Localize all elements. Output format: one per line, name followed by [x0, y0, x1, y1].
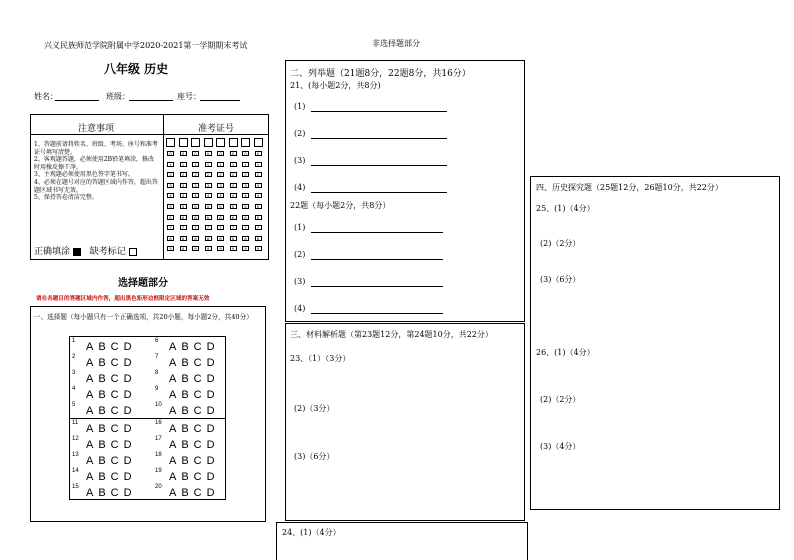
q26-part1: 26、(1)（4分）	[536, 348, 595, 357]
question-number: 2	[72, 354, 76, 360]
exam-id-digit-bubble[interactable]: 5	[242, 204, 249, 209]
question-number: 12	[72, 436, 79, 442]
q22-answer-line[interactable]	[311, 286, 443, 287]
exam-id-digit-bubble[interactable]: 1	[192, 162, 199, 167]
notice-item: 1、答题前请将姓名、班级、考场、座号和准考证号填写清楚。	[34, 141, 158, 156]
exam-id-grid	[163, 134, 269, 260]
q26-part3: (3)（4分）	[540, 442, 581, 451]
notice-item: 3、主观题必须使用黑色签字笔书写。	[34, 171, 134, 179]
exam-id-digit-bubble[interactable]: 7	[255, 225, 262, 230]
choice-box-title: 一、选择题（每小题只有一个正确选项，共20小题，每小题2分，共40分）	[34, 313, 253, 321]
exam-id-digit-bubble[interactable]: 6	[205, 215, 212, 220]
question-number: 10	[155, 402, 162, 408]
exam-id-digit-bubble[interactable]: 5	[217, 204, 224, 209]
q23-part2: (2)（3分）	[294, 404, 335, 413]
answer-options[interactable]: ABCD	[86, 471, 137, 483]
q21-answer-line[interactable]	[311, 138, 447, 139]
notice-item: 2、客观题答题，必须使用2B铅笔填涂，修改时用橡皮擦干净。	[34, 156, 155, 171]
question-number: 3	[72, 370, 76, 376]
q23-part3: (3)（6分）	[294, 452, 335, 461]
exam-id-digit-bubble[interactable]: 4	[192, 193, 199, 198]
exam-id-digit-bubble[interactable]: 8	[255, 236, 262, 241]
exam-id-digit-bubble[interactable]: 0	[242, 151, 249, 156]
exam-id-digit-bubble[interactable]: 0	[230, 151, 237, 156]
exam-id-digit-bubble[interactable]: 5	[230, 204, 237, 209]
exam-id-digit-bubble[interactable]: 9	[230, 246, 237, 251]
q24-part1: 24、(1)（4分）	[282, 528, 341, 537]
absent-label: 缺考标记	[89, 247, 126, 257]
exam-id-digit-bubble[interactable]: 3	[205, 183, 212, 188]
notice-title: 注意事项	[78, 124, 115, 134]
exam-id-digit-bubble[interactable]: 9	[255, 246, 262, 251]
exam-id-digit-bubble[interactable]: 2	[255, 172, 262, 177]
exam-id-digit-bubble[interactable]: 7	[167, 225, 174, 230]
exam-id-digit-bubble[interactable]: 5	[255, 204, 262, 209]
section2-title: 二、列举题（21题8分，22题8分，共16分）	[290, 69, 471, 79]
exam-id-digit-bubble[interactable]: 3	[180, 183, 187, 188]
exam-id-digit-bubble[interactable]: 4	[205, 193, 212, 198]
question-number: 18	[155, 452, 162, 458]
q21-answer-line[interactable]	[311, 165, 447, 166]
question-number: 11	[72, 420, 79, 426]
exam-id-digit-bubble[interactable]: 3	[167, 183, 174, 188]
question-number: 19	[155, 468, 162, 474]
answer-options[interactable]: ABCD	[169, 341, 220, 353]
question-number: 7	[155, 354, 159, 360]
question-number: 6	[155, 338, 159, 344]
question-number: 4	[72, 386, 76, 392]
q26-part2: (2)（2分）	[540, 395, 581, 404]
q21-item: (1)	[294, 102, 306, 111]
q21-title: 21、(每小题2分，共8分)	[290, 81, 381, 90]
exam-id-digit-bubble[interactable]: 8	[242, 236, 249, 241]
answer-options[interactable]: ABCD	[86, 455, 137, 467]
q23-part1: 23、（1）（3分）	[290, 354, 351, 363]
question-number: 9	[155, 386, 159, 392]
exam-id-write-cell[interactable]	[166, 138, 175, 147]
notice-item: 5、保持答卷清洁完整。	[34, 194, 98, 202]
exam-id-digit-bubble[interactable]: 3	[192, 183, 199, 188]
answer-options[interactable]: ABCD	[169, 487, 220, 499]
answer-options[interactable]: ABCD	[86, 389, 137, 401]
answer-area-warning: 请在各题目的答题区域内作答，超出黑色矩形边框限定区域的答案无效	[36, 296, 210, 302]
answer-options[interactable]: ABCD	[86, 439, 137, 451]
q21-answer-line[interactable]	[311, 192, 447, 193]
question-number: 20	[155, 484, 162, 490]
seat-field[interactable]	[200, 100, 240, 101]
exam-id-digit-bubble[interactable]: 0	[192, 151, 199, 156]
exam-id-digit-bubble[interactable]: 2	[217, 172, 224, 177]
exam-id-digit-bubble[interactable]: 7	[217, 225, 224, 230]
question-number: 14	[72, 468, 79, 474]
question-number: 17	[155, 436, 162, 442]
answer-options[interactable]: ABCD	[86, 341, 137, 353]
name-label: 姓名：	[34, 92, 58, 101]
exam-id-digit-bubble[interactable]: 0	[205, 151, 212, 156]
exam-id-write-cell[interactable]	[191, 138, 200, 147]
exam-id-digit-bubble[interactable]: 8	[192, 236, 199, 241]
exam-id-digit-bubble[interactable]: 3	[255, 183, 262, 188]
answer-options[interactable]: ABCD	[169, 423, 220, 435]
exam-id-digit-bubble[interactable]: 9	[180, 246, 187, 251]
exam-id-digit-bubble[interactable]: 9	[205, 246, 212, 251]
q21-item: (3)	[294, 156, 306, 165]
exam-id-digit-bubble[interactable]: 9	[167, 246, 174, 251]
exam-id-digit-bubble[interactable]: 6	[255, 215, 262, 220]
exam-id-write-cell[interactable]	[204, 138, 213, 147]
exam-id-digit-bubble[interactable]: 9	[242, 246, 249, 251]
exam-id-digit-bubble[interactable]: 3	[242, 183, 249, 188]
exam-id-digit-bubble[interactable]: 5	[180, 204, 187, 209]
exam-id-digit-bubble[interactable]: 1	[205, 162, 212, 167]
correct-fill-legend	[34, 244, 137, 257]
exam-id-digit-bubble[interactable]: 6	[230, 215, 237, 220]
exam-id-digit-bubble[interactable]: 7	[230, 225, 237, 230]
question-number: 13	[72, 452, 79, 458]
answer-options[interactable]: ABCD	[169, 471, 220, 483]
correct-fill-label: 正确填涂	[34, 247, 71, 257]
name-field[interactable]	[55, 100, 99, 101]
exam-id-digit-bubble[interactable]: 3	[217, 183, 224, 188]
q22-title: 22题（每小题2分，共8分）	[290, 201, 391, 210]
q22-item: (3)	[294, 277, 306, 286]
exam-id-digit-bubble[interactable]: 1	[217, 162, 224, 167]
exam-id-digit-bubble[interactable]: 8	[230, 236, 237, 241]
exam-id-digit-bubble[interactable]: 1	[180, 162, 187, 167]
section2-box	[285, 60, 525, 322]
exam-id-digit-bubble[interactable]: 0	[217, 151, 224, 156]
class-field[interactable]	[129, 100, 173, 101]
exam-id-digit-bubble[interactable]: 7	[205, 225, 212, 230]
exam-id-digit-bubble[interactable]: 6	[242, 215, 249, 220]
class-label: 班级：	[106, 92, 130, 101]
exam-id-digit-bubble[interactable]: 9	[217, 246, 224, 251]
exam-id-digit-bubble[interactable]: 0	[255, 151, 262, 156]
absent-checkbox[interactable]	[129, 248, 137, 256]
exam-id-digit-bubble[interactable]: 4	[255, 193, 262, 198]
q25-part2: (2)（2分）	[540, 239, 581, 248]
exam-id-digit-bubble[interactable]: 1	[230, 162, 237, 167]
bubble-grid-divider	[69, 418, 226, 419]
exam-id-digit-bubble[interactable]: 4	[180, 193, 187, 198]
answer-options[interactable]: ABCD	[169, 455, 220, 467]
q22-answer-line[interactable]	[311, 313, 443, 314]
exam-id-digit-bubble[interactable]: 6	[180, 215, 187, 220]
page-title: 八年级 历史	[104, 62, 169, 76]
exam-id-digit-bubble[interactable]: 4	[217, 193, 224, 198]
question-number: 8	[155, 370, 159, 376]
answer-options[interactable]: ABCD	[169, 357, 220, 369]
exam-id-digit-bubble[interactable]: 6	[167, 215, 174, 220]
notice-item: 4、必须在题号对应的答题区域内作答，超出答题区域书写无效。	[34, 178, 158, 194]
section4-box	[530, 176, 780, 510]
question-number: 16	[155, 420, 162, 426]
exam-id-write-cell[interactable]	[216, 138, 225, 147]
question-number: 1	[72, 338, 76, 344]
q25-part3: (3)（6分）	[540, 275, 581, 284]
exam-id-digit-bubble[interactable]: 3	[230, 183, 237, 188]
exam-id-digit-bubble[interactable]: 4	[242, 193, 249, 198]
choice-section-heading: 选择题部分	[118, 278, 168, 289]
q25-part1: 25、(1)（4分）	[536, 204, 595, 213]
exam-id-digit-bubble[interactable]: 1	[242, 162, 249, 167]
nonchoice-heading: 非选择题部分	[372, 39, 420, 48]
answer-options[interactable]: ABCD	[86, 405, 137, 417]
exam-id-digit-bubble[interactable]: 1	[167, 162, 174, 167]
answer-options[interactable]: ABCD	[86, 373, 137, 385]
exam-id-digit-bubble[interactable]: 5	[205, 204, 212, 209]
q21-item: (2)	[294, 129, 306, 138]
exam-id-digit-bubble[interactable]: 8	[205, 236, 212, 241]
exam-id-digit-bubble[interactable]: 9	[192, 246, 199, 251]
exam-id-digit-bubble[interactable]: 4	[167, 193, 174, 198]
answer-options[interactable]: ABCD	[86, 423, 137, 435]
exam-id-write-cell[interactable]	[241, 138, 250, 147]
exam-id-digit-bubble[interactable]: 7	[180, 225, 187, 230]
exam-id-digit-bubble[interactable]: 0	[180, 151, 187, 156]
exam-id-digit-bubble[interactable]: 6	[217, 215, 224, 220]
q21-item: (4)	[294, 183, 306, 192]
q22-answer-line[interactable]	[311, 232, 443, 233]
q22-item: (4)	[294, 304, 306, 313]
filled-square-icon	[73, 248, 81, 256]
exam-id-digit-bubble[interactable]: 2	[205, 172, 212, 177]
exam-id-digit-bubble[interactable]: 0	[167, 151, 174, 156]
exam-id-digit-bubble[interactable]: 2	[180, 172, 187, 177]
answer-options[interactable]: ABCD	[86, 487, 137, 499]
q22-answer-line[interactable]	[311, 259, 443, 260]
exam-id-digit-bubble[interactable]: 7	[192, 225, 199, 230]
exam-id-title: 准考证号	[198, 124, 235, 134]
notice-list	[34, 141, 160, 202]
answer-options[interactable]: ABCD	[169, 439, 220, 451]
school-line: 兴义民族师范学院附属中学2020-2021第一学期期末考试	[44, 41, 248, 50]
exam-id-digit-bubble[interactable]: 4	[230, 193, 237, 198]
exam-id-digit-bubble[interactable]: 8	[217, 236, 224, 241]
exam-id-digit-bubble[interactable]: 5	[192, 204, 199, 209]
exam-id-digit-bubble[interactable]: 2	[167, 172, 174, 177]
exam-id-digit-bubble[interactable]: 8	[167, 236, 174, 241]
q22-item: (1)	[294, 223, 306, 232]
seat-label: 座号：	[177, 92, 201, 101]
exam-id-digit-bubble[interactable]: 2	[242, 172, 249, 177]
exam-id-digit-bubble[interactable]: 2	[192, 172, 199, 177]
section4-title: 四、历史探究题（25题12分，26题10分，共22分）	[536, 183, 723, 192]
q21-answer-line[interactable]	[311, 111, 447, 112]
answer-options[interactable]: ABCD	[86, 357, 137, 369]
exam-id-write-cell[interactable]	[229, 138, 238, 147]
q22-item: (2)	[294, 250, 306, 259]
question-number: 15	[72, 484, 79, 490]
exam-id-digit-bubble[interactable]: 1	[255, 162, 262, 167]
section3-title: 三、材料解析题（第23题12分，第24题10分，共22分）	[290, 330, 493, 339]
exam-id-digit-bubble[interactable]: 8	[180, 236, 187, 241]
exam-id-digit-bubble[interactable]: 7	[242, 225, 249, 230]
answer-options[interactable]: ABCD	[169, 389, 220, 401]
exam-id-digit-bubble[interactable]: 2	[230, 172, 237, 177]
exam-id-digit-bubble[interactable]: 5	[167, 204, 174, 209]
exam-id-write-cell[interactable]	[179, 138, 188, 147]
exam-id-write-cell[interactable]	[254, 138, 263, 147]
exam-id-digit-bubble[interactable]: 6	[192, 215, 199, 220]
answer-options[interactable]: ABCD	[169, 373, 220, 385]
question-number: 5	[72, 402, 76, 408]
answer-options[interactable]: ABCD	[169, 405, 220, 417]
